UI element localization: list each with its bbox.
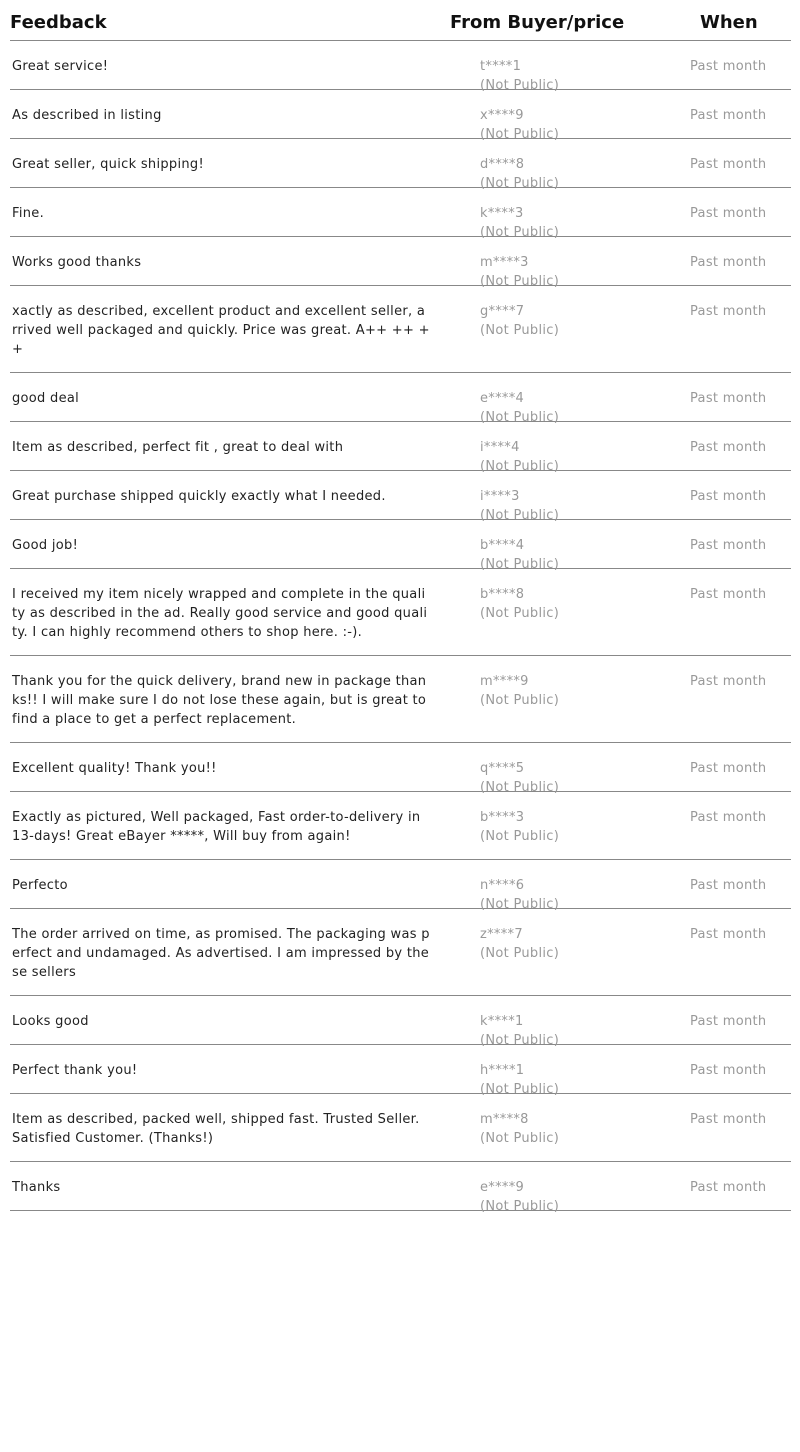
feedback-text: Looks good bbox=[12, 1014, 89, 1029]
when-text: Past month bbox=[690, 108, 767, 123]
table-row bbox=[10, 422, 791, 474]
table-row bbox=[10, 188, 791, 240]
feedback-text: good deal bbox=[12, 391, 80, 406]
table-row bbox=[10, 569, 791, 656]
feedback-text: xactly as described, excellent product and excellent seller, arrived well packaged and quickly. Price was great. A++ ++ ++ bbox=[12, 304, 430, 357]
header-feedback: Feedback bbox=[10, 12, 107, 33]
feedback-text: The order arrived on time, as promised. The packaging was perfect and undamaged. As advertised. I am impressed by these sellers bbox=[12, 927, 430, 980]
when-text: Past month bbox=[690, 810, 767, 825]
header-when: When bbox=[700, 12, 758, 33]
when-text: Past month bbox=[690, 878, 767, 893]
when-text: Past month bbox=[690, 304, 767, 319]
when-text: Past month bbox=[690, 489, 767, 504]
when-text: Past month bbox=[690, 59, 767, 74]
buyer-price: (Not Public) bbox=[480, 829, 560, 844]
feedback-text: Excellent quality! Thank you!! bbox=[12, 761, 217, 776]
table-row bbox=[10, 41, 791, 93]
buyer-id: m****9 bbox=[480, 674, 529, 689]
feedback-text: Thank you for the quick delivery, brand new in package thanks!! I will make sure I do not lose these again, but is great to find a place to get a perfect replacement. bbox=[12, 674, 427, 727]
buyer-cell bbox=[480, 585, 559, 623]
buyer-id: h****1 bbox=[480, 1063, 525, 1078]
table-header bbox=[10, 0, 791, 41]
table-row bbox=[10, 792, 791, 860]
feedback-text: Perfect thank you! bbox=[12, 1063, 138, 1078]
when-text: Past month bbox=[690, 1112, 767, 1127]
table-row bbox=[10, 1094, 791, 1162]
buyer-price: (Not Public) bbox=[480, 946, 560, 961]
when-text: Past month bbox=[690, 927, 767, 942]
buyer-cell bbox=[480, 302, 559, 340]
table-row bbox=[10, 996, 791, 1048]
buyer-price: (Not Public) bbox=[480, 274, 560, 289]
buyer-price: (Not Public) bbox=[480, 176, 560, 191]
buyer-cell bbox=[480, 1178, 559, 1216]
buyer-price: (Not Public) bbox=[480, 897, 560, 912]
when-text: Past month bbox=[690, 538, 767, 553]
buyer-price: (Not Public) bbox=[480, 1082, 560, 1097]
feedback-text: Fine. bbox=[12, 206, 45, 221]
table-row bbox=[10, 520, 791, 572]
buyer-id: d****8 bbox=[480, 157, 525, 172]
feedback-text: Great purchase shipped quickly exactly what I needed. bbox=[12, 489, 386, 504]
header-from-buyer-price: From Buyer/price bbox=[450, 12, 625, 33]
buyer-price: (Not Public) bbox=[480, 606, 560, 621]
buyer-id: i****4 bbox=[480, 440, 520, 455]
buyer-id: g****7 bbox=[480, 304, 525, 319]
when-text: Past month bbox=[690, 674, 767, 689]
buyer-id: b****4 bbox=[480, 538, 525, 553]
buyer-price: (Not Public) bbox=[480, 323, 560, 338]
buyer-id: z****7 bbox=[480, 927, 523, 942]
buyer-id: n****6 bbox=[480, 878, 525, 893]
table-row bbox=[10, 909, 791, 996]
when-text: Past month bbox=[690, 587, 767, 602]
feedback-text: Great seller, quick shipping! bbox=[12, 157, 204, 172]
table-row bbox=[10, 139, 791, 191]
buyer-price: (Not Public) bbox=[480, 1199, 560, 1214]
feedback-text: Works good thanks bbox=[12, 255, 142, 270]
buyer-price: (Not Public) bbox=[480, 225, 560, 240]
buyer-cell bbox=[480, 672, 559, 710]
when-text: Past month bbox=[690, 761, 767, 776]
buyer-id: b****8 bbox=[480, 587, 525, 602]
buyer-cell bbox=[480, 808, 559, 846]
buyer-price: (Not Public) bbox=[480, 693, 560, 708]
table-row bbox=[10, 860, 791, 912]
feedback-table bbox=[10, 0, 791, 1214]
when-text: Past month bbox=[690, 157, 767, 172]
buyer-id: e****9 bbox=[480, 1180, 525, 1195]
buyer-id: t****1 bbox=[480, 59, 522, 74]
buyer-price: (Not Public) bbox=[480, 508, 560, 523]
when-text: Past month bbox=[690, 1063, 767, 1078]
buyer-price: (Not Public) bbox=[480, 1033, 560, 1048]
buyer-id: x****9 bbox=[480, 108, 524, 123]
when-text: Past month bbox=[690, 1180, 767, 1195]
when-text: Past month bbox=[690, 206, 767, 221]
buyer-price: (Not Public) bbox=[480, 410, 560, 425]
buyer-price: (Not Public) bbox=[480, 780, 560, 795]
table-row bbox=[10, 471, 791, 523]
feedback-text: As described in listing bbox=[12, 108, 162, 123]
table-row bbox=[10, 1045, 791, 1097]
buyer-price: (Not Public) bbox=[480, 78, 560, 93]
feedback-text: Good job! bbox=[12, 538, 79, 553]
feedback-text: Perfecto bbox=[12, 878, 68, 893]
table-row bbox=[10, 286, 791, 373]
feedback-text: Thanks bbox=[12, 1180, 61, 1195]
buyer-cell bbox=[480, 1110, 559, 1148]
buyer-id: b****3 bbox=[480, 810, 525, 825]
when-text: Past month bbox=[690, 440, 767, 455]
buyer-id: e****4 bbox=[480, 391, 525, 406]
buyer-price: (Not Public) bbox=[480, 557, 560, 572]
when-text: Past month bbox=[690, 1014, 767, 1029]
buyer-price: (Not Public) bbox=[480, 1131, 560, 1146]
table-row bbox=[10, 743, 791, 795]
buyer-id: i****3 bbox=[480, 489, 520, 504]
feedback-text: Great service! bbox=[12, 59, 109, 74]
table-row bbox=[10, 90, 791, 142]
buyer-id: m****8 bbox=[480, 1112, 529, 1127]
buyer-cell bbox=[480, 925, 559, 963]
feedback-text: Exactly as pictured, Well packaged, Fast order-to-delivery in 13-days! Great eBayer *****, Will buy from again! bbox=[12, 810, 421, 844]
feedback-text: Item as described, packed well, shipped fast. Trusted Seller. Satisfied Customer. (Thanks!) bbox=[12, 1112, 420, 1146]
table-row bbox=[10, 1162, 791, 1214]
buyer-price: (Not Public) bbox=[480, 459, 560, 474]
buyer-id: k****3 bbox=[480, 206, 524, 221]
buyer-id: k****1 bbox=[480, 1014, 524, 1029]
feedback-text: I received my item nicely wrapped and complete in the quality as described in the ad. Really good service and good quality. I can highly recommend others to shop here. :-). bbox=[12, 587, 428, 640]
table-row bbox=[10, 237, 791, 289]
buyer-price: (Not Public) bbox=[480, 127, 560, 142]
buyer-id: m****3 bbox=[480, 255, 529, 270]
table-row bbox=[10, 656, 791, 743]
when-text: Past month bbox=[690, 391, 767, 406]
table-row bbox=[10, 373, 791, 425]
when-text: Past month bbox=[690, 255, 767, 270]
buyer-id: q****5 bbox=[480, 761, 525, 776]
feedback-text: Item as described, perfect fit , great to deal with bbox=[12, 440, 344, 455]
